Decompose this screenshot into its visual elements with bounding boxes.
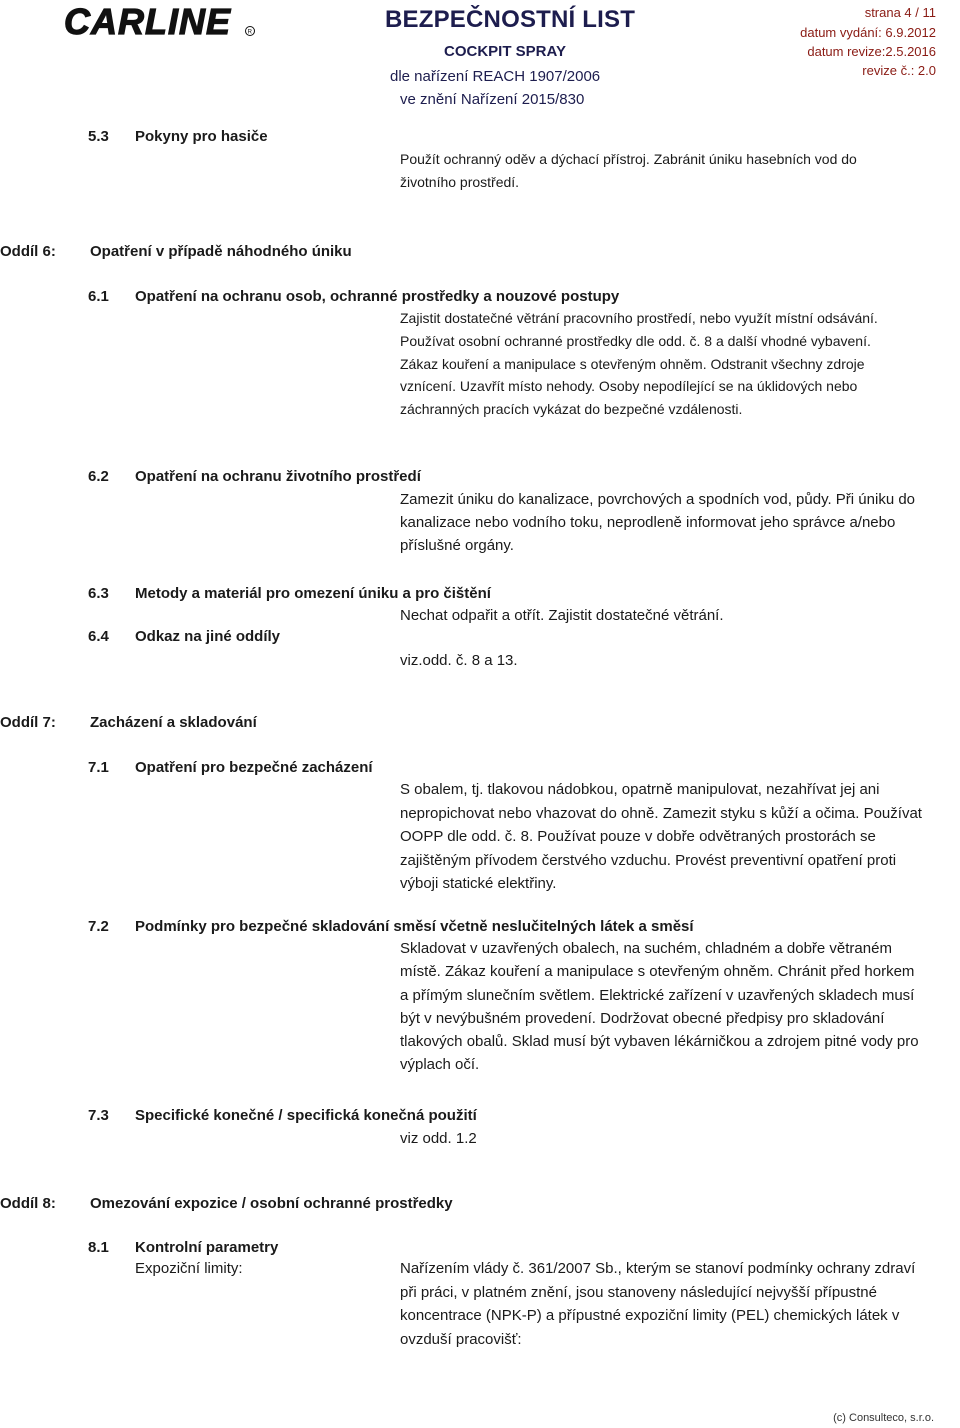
chapter-label: Oddíl 7:: [0, 714, 56, 731]
body-line: viz odd. 1.2: [400, 1130, 477, 1147]
body-line: zajištěným přívodem čerstvého vzduchu. Provést preventivní opatření proti: [400, 851, 897, 869]
chapter-title: Omezování expozice / osobní ochranné prostředky: [90, 1195, 453, 1212]
section-number: 6.4: [88, 628, 109, 645]
section-body: [400, 148, 857, 194]
body-line: Skladovat v uzavřených obalech, na suchém, chladném a dobře větraném: [400, 940, 892, 957]
logo-text: CARLINE: [64, 3, 231, 42]
product-name: COCKPIT SPRAY: [444, 43, 566, 60]
body-line: a přímým slunečním světlem. Elektrické zařízení v uzavřených skladech musí: [400, 986, 915, 1004]
document-title: BEZPEČNOSTNÍ LIST: [385, 6, 636, 33]
svg-text:R: R: [247, 29, 252, 36]
section-title: Podmínky pro bezpečné skladování směsí včetně neslučitelných látek a směsí: [135, 918, 694, 935]
body-line: S obalem, tj. tlakovou nádobkou, opatrně manipulovat, nezahřívat jej ani: [400, 781, 880, 798]
section-body: [400, 488, 915, 557]
body-line: záchranných pracích vykázat do bezpečné vzdálenosti.: [400, 401, 743, 418]
body-line: být v nevýbušném provedení. Dodržovat obecné předpisy pro skladování: [400, 1009, 885, 1027]
section-number: 7.2: [88, 918, 109, 935]
section-title: Kontrolní parametry: [135, 1239, 279, 1256]
section-number: 8.1: [88, 1239, 109, 1256]
amendment-text: ve znění Nařízení 2015/830: [400, 91, 585, 108]
chapter-label: Oddíl 8:: [0, 1195, 56, 1212]
body-line: Nařízením vlády č. 361/2007 Sb., kterým se stanoví podmínky ochrany zdraví: [400, 1260, 916, 1277]
body-line: Zamezit úniku do kanalizace, povrchových a spodních vod, půdy. Při úniku do: [400, 491, 916, 508]
body-line: tlakových obalů. Sklad musí být vybaven lékárničkou a zdrojem pitné vody pro: [400, 1033, 919, 1051]
section-number: 5.3: [88, 128, 109, 145]
section-body: [400, 778, 922, 896]
body-line: Zákaz kouření a manipulace s otevřeným ohněm. Odstranit všechny zdroje: [400, 355, 865, 372]
revision-date: datum revize:2.5.2016: [807, 44, 936, 59]
section-title: Metody a materiál pro omezení úniku a pro čištění: [135, 585, 491, 602]
section-number: 6.3: [88, 585, 109, 602]
body-line: vznícení. Uzavřít místo nehody. Osoby nepodílející se na úklidových nebo: [400, 378, 858, 395]
body-line: Použít ochranný oděv a dýchací přístroj. Zabránit úniku hasebních vod do: [400, 151, 857, 167]
body-line: Nechat odpařit a otřít. Zajistit dostatečné větrání.: [400, 607, 724, 624]
body-line: při práci, v platném znění, jsou stanoveny následující nejvyšší přípustné: [400, 1283, 877, 1301]
section-title: Odkaz na jiné oddíly: [135, 628, 281, 645]
body-line: místě. Zákaz kouření a manipulace s otevřeným ohněm. Chránit před horkem: [400, 963, 915, 981]
body-line: příslušné orgány.: [400, 537, 514, 554]
regulation-text: dle nařízení REACH 1907/2006: [390, 68, 601, 85]
body-line: Zajistit dostatečné větrání pracovního prostředí, nebo využít místní odsávání.: [400, 310, 878, 326]
page-number: strana 4 / 11: [864, 5, 936, 20]
issue-date: datum vydání: 6.9.2012: [800, 25, 936, 40]
carline-logo: [62, 3, 258, 43]
section-number: 7.3: [88, 1107, 109, 1124]
body-line: nepropichovat nebo vhazovat do ohně. Zamezit styku s kůží a očima. Používat: [400, 804, 922, 822]
section-number: 6.2: [88, 468, 109, 485]
section-title: Opatření pro bezpečné zacházení: [135, 759, 373, 776]
section-title: Opatření na ochranu životního prostředí: [135, 468, 421, 485]
section-body: [400, 937, 919, 1077]
body-line: viz.odd. č. 8 a 13.: [400, 652, 518, 669]
body-line: koncentrace (NPK-P) a přípustné expoziční limity (PEL) chemických látek v: [400, 1307, 900, 1324]
section-number: 7.1: [88, 759, 109, 776]
body-line: výboji statické elektřiny.: [400, 875, 557, 892]
section-title: Specifické konečné / specifická konečná použití: [135, 1107, 477, 1124]
revision-number: revize č.: 2.0: [862, 63, 936, 78]
section-title: Opatření na ochranu osob, ochranné prostředky a nouzové postupy: [135, 288, 620, 305]
exposure-limits-label: Expoziční limity:: [135, 1260, 243, 1277]
chapter-title: Zacházení a skladování: [90, 714, 257, 731]
section-title: Pokyny pro hasiče: [135, 128, 268, 145]
chapter-label: Oddíl 6:: [0, 243, 56, 260]
body-line: životního prostředí.: [400, 174, 520, 190]
body-line: OOPP dle odd. č. 8. Používat pouze v dobře odvětraných prostorách se: [400, 828, 876, 845]
footer-copyright: (c) Consulteco, s.r.o.: [833, 1412, 934, 1424]
body-line: ovzduší pracovišť:: [400, 1330, 522, 1348]
section-body: [400, 1257, 915, 1351]
body-line: výplach očí.: [400, 1056, 480, 1074]
body-line: Používat osobní ochranné prostředky dle odd. č. 8 a další vhodné vybavení.: [400, 332, 871, 349]
chapter-title: Opatření v případě náhodného úniku: [90, 243, 352, 260]
section-number: 6.1: [88, 288, 109, 305]
section-body: [400, 307, 878, 421]
body-line: kanalizace nebo vodního toku, neprodleně informovat jeho správce a/nebo: [400, 514, 896, 531]
